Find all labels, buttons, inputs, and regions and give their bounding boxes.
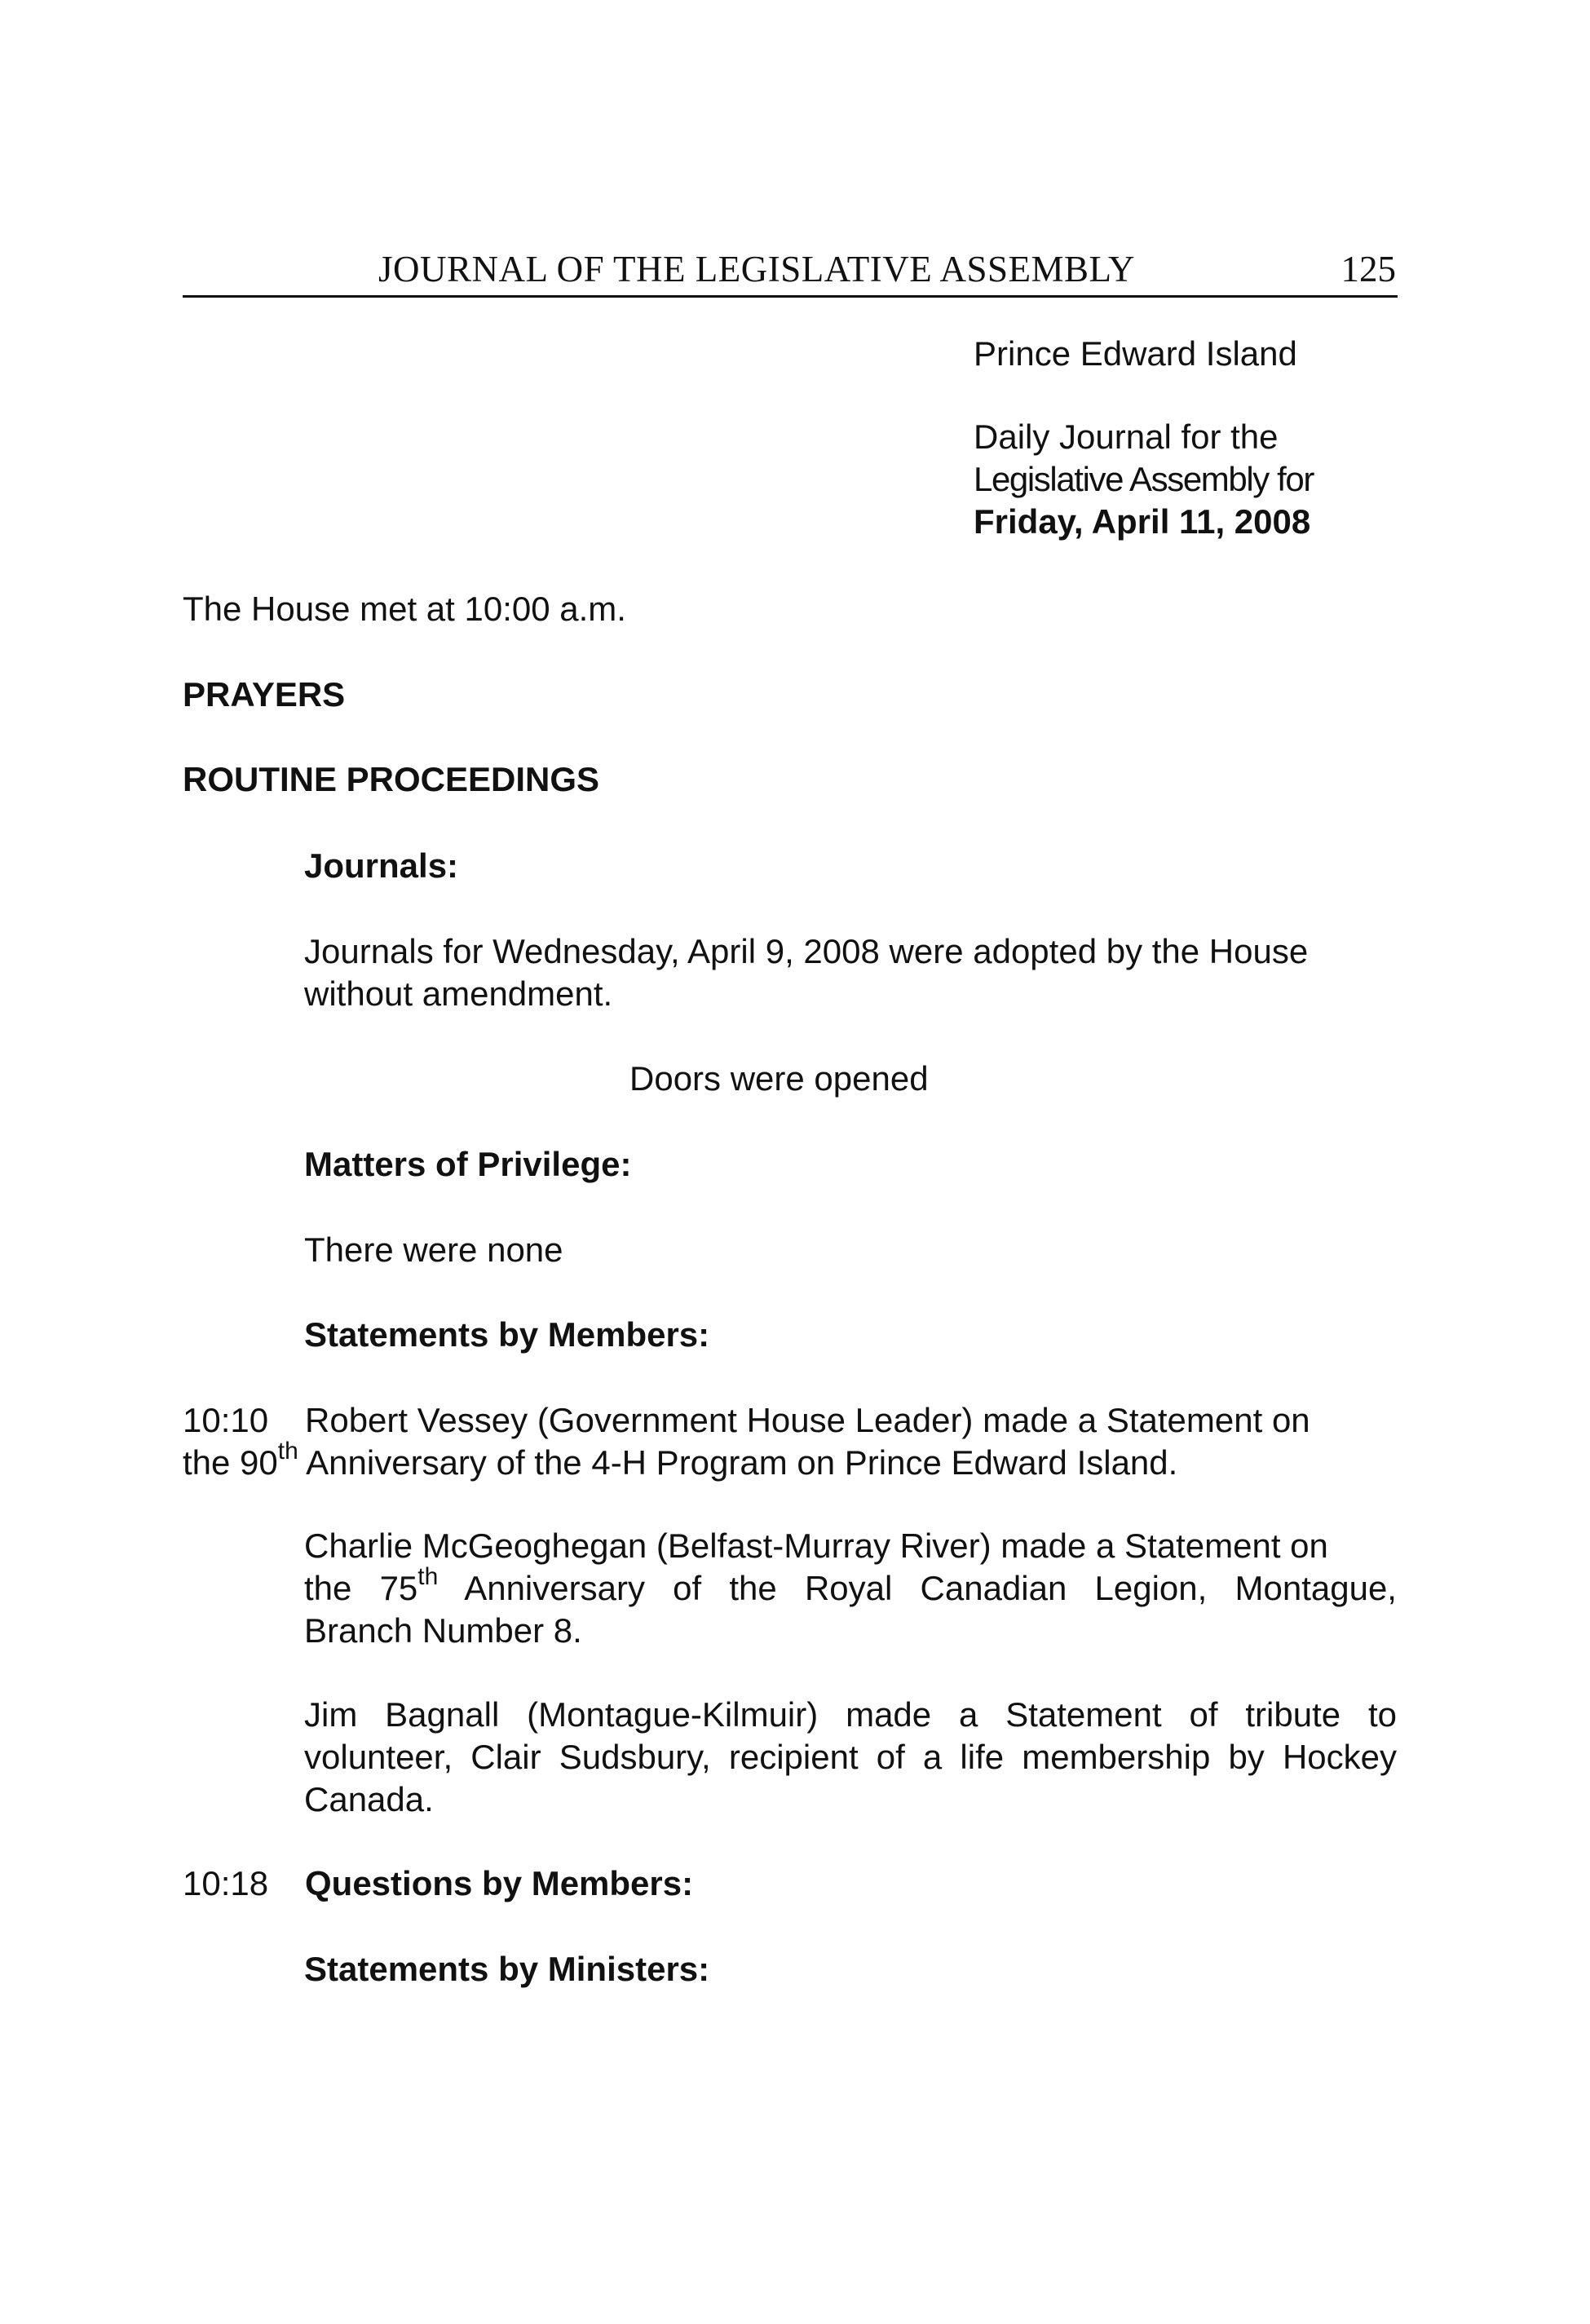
routine-proceedings-heading: ROUTINE PROCEEDINGS	[183, 760, 600, 798]
statement-bagnall: Jim Bagnall (Montague-Kilmuir) made a Statement of tribute to volunteer, Clair Sudsbury, recipient of a life membership by Hockey Canada.	[304, 1695, 1397, 1818]
province-name: Prince Edward Island	[974, 334, 1297, 373]
statement-mcgeoghegan-line-3: Branch Number 8.	[304, 1611, 582, 1650]
statement-time: 10:10	[183, 1401, 269, 1439]
opening-line: The House met at 10:00 a.m.	[183, 590, 626, 628]
questions-time: 10:18	[183, 1864, 269, 1902]
statement-mcgeoghegan-line-1: Charlie McGeoghegan (Belfast-Murray River) made a Statement on	[304, 1527, 1328, 1565]
statement-vessey-line-2a: the 90	[183, 1443, 278, 1482]
ordinal-suffix: th	[417, 1563, 439, 1590]
questions-by-members	[183, 1862, 1398, 1905]
statement-mcgeoghegan	[304, 1525, 1397, 1652]
statement-vessey	[183, 1399, 1398, 1484]
statement-vessey-line-1: Robert Vessey (Government House Leader) made a Statement on	[305, 1401, 1310, 1439]
page-number: 125	[1340, 249, 1396, 289]
statement-vessey-line-2b: Anniversary of the 4-H Program on Prince Edward Island.	[298, 1443, 1178, 1482]
journals-heading: Journals:	[304, 846, 459, 885]
privilege-text: There were none	[304, 1230, 563, 1269]
journals-text: Journals for Wednesday, April 9, 2008 were adopted by the House without amendment.	[304, 932, 1309, 1013]
dateline-line-2: Legislative Assembly for	[974, 460, 1314, 498]
journal-title: JOURNAL OF THE LEGISLATIVE ASSEMBLY	[378, 249, 1136, 289]
ordinal-suffix: th	[277, 1438, 298, 1465]
statement-mcgeoghegan-line-2b: Anniversary of the Royal Canadian Legion, Montague,	[438, 1569, 1397, 1607]
privilege-heading: Matters of Privilege:	[304, 1145, 632, 1183]
statement-mcgeoghegan-line-2a: the 75	[304, 1569, 418, 1607]
dateline-block	[974, 333, 1398, 543]
sitting-date: Friday, April 11, 2008	[974, 502, 1311, 541]
statements-by-members-heading: Statements by Members:	[304, 1315, 710, 1354]
statements-by-ministers-heading: Statements by Ministers:	[304, 1950, 710, 1988]
prayers-heading: PRAYERS	[183, 675, 346, 714]
page-header	[183, 245, 1398, 298]
doors-opened-note: Doors were opened	[629, 1059, 929, 1098]
dateline-line-1: Daily Journal for the	[974, 418, 1279, 456]
questions-heading: Questions by Members:	[305, 1864, 694, 1902]
